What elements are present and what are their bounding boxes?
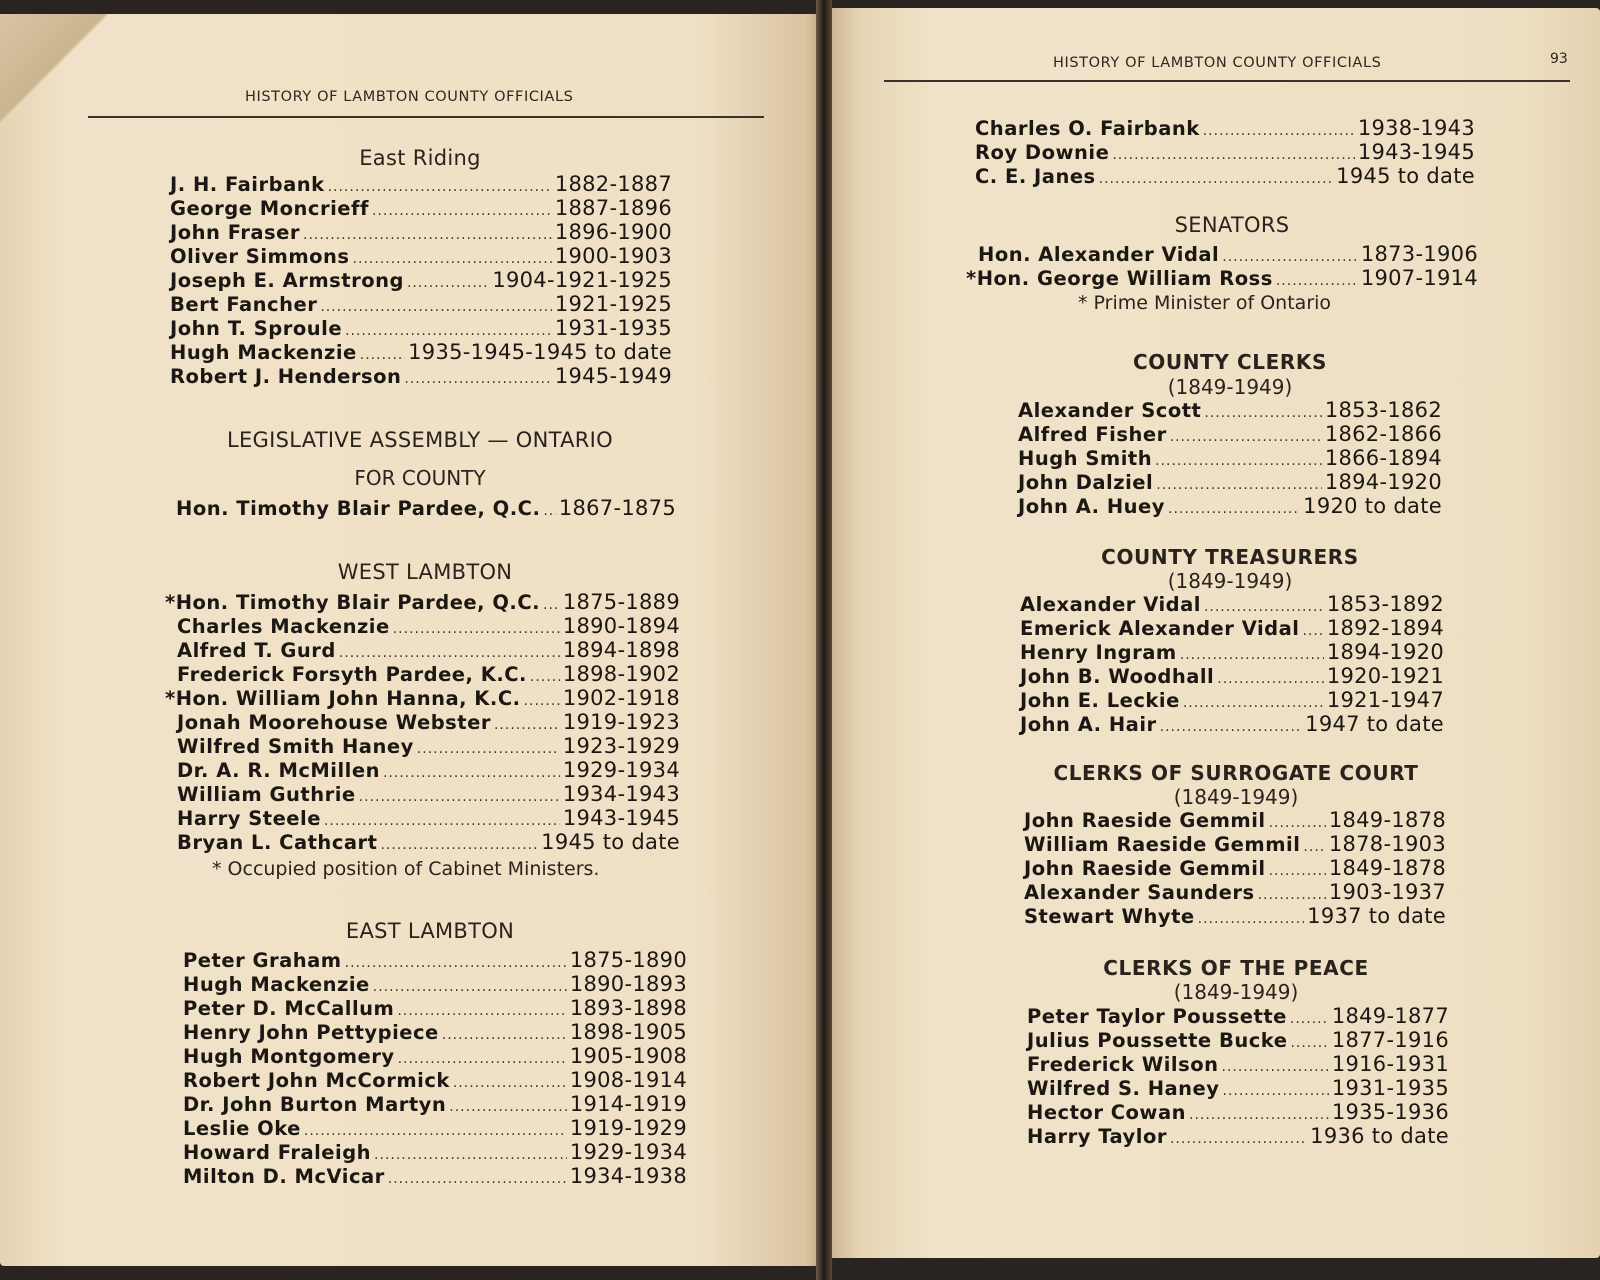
list-item <box>1027 1076 1449 1100</box>
list-item <box>183 996 687 1020</box>
list-item <box>1024 880 1446 904</box>
list-item <box>176 496 676 520</box>
entry-years: 1943-1945 <box>1357 140 1475 164</box>
leader-dots <box>1099 167 1334 191</box>
entry-name: Jonah Moorehouse Webster <box>177 711 491 734</box>
entry-years: 1936 to date <box>1310 1124 1449 1148</box>
entry-name: Dr. John Burton Martyn <box>183 1093 447 1116</box>
entry-years: 1931-1935 <box>554 316 672 340</box>
entry-name: Peter D. McCallum <box>183 997 395 1020</box>
list-item <box>1027 1100 1449 1124</box>
senators-list <box>966 242 1478 290</box>
list-item <box>165 830 680 854</box>
entry-name: William Guthrie <box>177 783 356 806</box>
entry-years: 1866-1894 <box>1324 446 1442 470</box>
book-gutter <box>816 0 832 1280</box>
leader-dots <box>1221 1055 1328 1079</box>
entry-years: 1849-1878 <box>1328 808 1446 832</box>
list-item <box>170 268 672 292</box>
list-item <box>165 806 680 830</box>
entry-name: Hugh Mackenzie <box>170 341 357 364</box>
list-item <box>1024 904 1446 928</box>
entry-years: 1907-1914 <box>1360 266 1478 290</box>
list-item <box>966 266 1478 290</box>
list-item <box>1018 446 1442 470</box>
list-item <box>1027 1028 1449 1052</box>
leader-dots <box>1269 811 1326 835</box>
list-item <box>165 710 680 734</box>
right-header-rule <box>884 80 1570 82</box>
entry-name: Bryan L. Cathcart <box>177 831 378 854</box>
list-item <box>183 1044 687 1068</box>
entry-name: John Fraser <box>170 221 301 244</box>
list-item <box>975 164 1475 188</box>
entry-name: Henry John Pettypiece <box>183 1021 439 1044</box>
leader-dots <box>328 175 552 199</box>
leader-dots <box>1269 859 1326 883</box>
entry-years: 1908-1914 <box>569 1068 687 1092</box>
entry-years: 1887-1896 <box>554 196 672 220</box>
leader-dots <box>407 271 489 295</box>
left-header-rule <box>88 116 764 118</box>
entry-years: 1903-1937 <box>1328 880 1446 904</box>
section-subheading-years: (1849-1949) <box>1167 375 1293 399</box>
footnote-prime-minister: * Prime Minister of Ontario <box>1078 292 1332 314</box>
section-heading-senators: SENATORS <box>1174 213 1290 237</box>
leader-dots <box>324 809 560 833</box>
entry-name: Charles Mackenzie <box>177 615 390 638</box>
entry-years: 1935-1945-1945 to date <box>408 340 672 364</box>
entry-name: John A. Hair <box>1020 713 1157 736</box>
entry-years: 1862-1866 <box>1324 422 1442 446</box>
list-item <box>1020 688 1444 712</box>
entry-years: 1894-1920 <box>1326 640 1444 664</box>
leader-dots <box>1198 907 1305 931</box>
section-subheading-years: (1849-1949) <box>1173 980 1299 1004</box>
entry-years: 1878-1903 <box>1328 832 1446 856</box>
list-item <box>1024 856 1446 880</box>
entry-name: Wilfred S. Haney <box>1027 1077 1220 1100</box>
leader-dots <box>388 1167 567 1191</box>
entry-name: Alfred Fisher <box>1018 423 1167 446</box>
leader-dots <box>1203 119 1355 143</box>
entry-years: 1867-1875 <box>558 496 676 520</box>
entry-name: Robert J. Henderson <box>170 365 402 388</box>
leader-dots <box>397 999 566 1023</box>
leader-dots <box>449 1095 567 1119</box>
leader-dots <box>1168 497 1300 521</box>
list-item <box>1027 1052 1449 1076</box>
list-item <box>165 686 680 710</box>
entry-name: George Moncrieff <box>170 197 369 220</box>
list-item <box>170 172 672 196</box>
entry-name: Howard Fraleigh <box>183 1141 372 1164</box>
list-item <box>183 1164 687 1188</box>
leader-dots <box>524 689 560 713</box>
leader-dots <box>530 665 560 689</box>
leader-dots <box>398 1047 567 1071</box>
entry-name: Alfred T. Gurd <box>177 639 336 662</box>
folded-corner <box>0 14 110 124</box>
entry-name: John Raeside Gemmil <box>1024 809 1266 832</box>
entry-name: Oliver Simmons <box>170 245 350 268</box>
leader-dots <box>393 617 560 641</box>
entry-years: 1923-1929 <box>562 734 680 758</box>
list-item <box>1018 470 1442 494</box>
leader-dots <box>1223 1079 1329 1103</box>
section-heading-county-treasurers: COUNTY TREASURERS <box>1101 545 1359 569</box>
entry-years: 1894-1898 <box>562 638 680 662</box>
entry-name: John E. Leckie <box>1020 689 1180 712</box>
list-item <box>165 758 680 782</box>
entry-years: 1875-1890 <box>569 948 687 972</box>
east-riding-list <box>170 172 672 388</box>
leader-dots <box>404 367 551 391</box>
leader-dots <box>320 295 552 319</box>
leader-dots <box>339 641 560 665</box>
list-item <box>1018 398 1442 422</box>
entry-years: 1943-1945 <box>562 806 680 830</box>
leader-dots <box>494 713 560 737</box>
entry-years: 1945-1949 <box>554 364 672 388</box>
entry-years: 1920 to date <box>1303 494 1442 518</box>
right-running-head: HISTORY OF LAMBTON COUNTY OFFICIALS <box>1053 55 1382 71</box>
list-item <box>183 1068 687 1092</box>
leader-dots <box>1222 245 1358 269</box>
leader-dots <box>1189 1103 1329 1127</box>
entry-years: 1877-1916 <box>1331 1028 1449 1052</box>
entry-years: 1873-1906 <box>1360 242 1478 266</box>
leader-dots <box>1204 595 1324 619</box>
section-heading-county-clerks: COUNTY CLERKS <box>1133 350 1327 374</box>
list-item <box>165 782 680 806</box>
entry-name: John Raeside Gemmil <box>1024 857 1266 880</box>
entry-name: Hector Cowan <box>1027 1101 1186 1124</box>
entry-years: 1921-1947 <box>1326 688 1444 712</box>
list-item <box>975 116 1475 140</box>
list-item <box>1024 808 1446 832</box>
list-item <box>183 1116 687 1140</box>
list-item <box>170 340 672 364</box>
section-subheading-for-county: FOR COUNTY <box>354 466 486 490</box>
entry-name: Alexander Scott <box>1018 399 1202 422</box>
list-item <box>1018 494 1442 518</box>
entry-years: 1931-1935 <box>1331 1076 1449 1100</box>
entry-name: Bert Fancher <box>170 293 318 316</box>
entry-years: 1904-1921-1925 <box>492 268 672 292</box>
leader-dots <box>303 223 552 247</box>
entry-years: 1853-1862 <box>1324 398 1442 422</box>
entry-years: 1875-1889 <box>562 590 680 614</box>
leader-dots <box>1204 401 1321 425</box>
entry-years: 1882-1887 <box>554 172 672 196</box>
section-heading-legislative-assembly: LEGISLATIVE ASSEMBLY — ONTARIO <box>226 428 614 452</box>
leader-dots <box>543 593 560 617</box>
leader-dots <box>383 761 560 785</box>
entry-name: Roy Downie <box>975 141 1110 164</box>
entry-years: 1945 to date <box>1336 164 1475 188</box>
list-item <box>170 364 672 388</box>
entry-name: Hugh Mackenzie <box>183 973 370 996</box>
list-item <box>165 590 680 614</box>
leader-dots <box>1183 691 1324 715</box>
entry-name: Hon. Alexander Vidal <box>978 243 1220 266</box>
leader-dots <box>1303 835 1325 859</box>
entry-years: 1935-1936 <box>1331 1100 1449 1124</box>
county-clerks-list <box>1018 398 1442 518</box>
entry-name: Milton D. McVicar <box>183 1165 385 1188</box>
list-item <box>1018 422 1442 446</box>
leader-dots <box>1170 1127 1307 1151</box>
leader-dots <box>1170 425 1322 449</box>
entry-name: Frederick Forsyth Pardee, K.C. <box>177 663 527 686</box>
list-item <box>183 972 687 996</box>
section-heading-east-lambton: EAST LAMBTON <box>345 919 515 943</box>
footnote-cabinet-ministers: * Occupied position of Cabinet Ministers. <box>212 858 600 880</box>
entry-name: *Hon. William John Hanna, K.C. <box>165 687 521 710</box>
entry-years: 1890-1894 <box>562 614 680 638</box>
entry-name: Hon. Timothy Blair Pardee, Q.C. <box>176 497 541 520</box>
entry-name: Robert John McCormick <box>183 1069 450 1092</box>
entry-years: 1905-1908 <box>569 1044 687 1068</box>
entry-name: Leslie Oke <box>183 1117 301 1140</box>
list-item <box>1020 712 1444 736</box>
entry-name: Alexander Vidal <box>1020 593 1201 616</box>
leader-dots <box>1160 715 1303 739</box>
leader-dots <box>373 975 567 999</box>
entry-name: John Dalziel <box>1018 471 1154 494</box>
leader-dots <box>380 833 538 857</box>
leader-dots <box>360 343 405 367</box>
continued-east-lambton-list <box>975 116 1475 188</box>
leader-dots <box>374 1143 567 1167</box>
entry-years: 1938-1943 <box>1357 116 1475 140</box>
section-heading-clerks-surrogate-court: CLERKS OF SURROGATE COURT <box>1053 761 1419 785</box>
entry-name: Charles O. Fairbank <box>975 117 1200 140</box>
entry-name: C. E. Janes <box>975 165 1096 188</box>
entry-years: 1894-1920 <box>1324 470 1442 494</box>
entry-name: John B. Woodhall <box>1020 665 1215 688</box>
list-item <box>975 140 1475 164</box>
list-item <box>165 614 680 638</box>
entry-name: Stewart Whyte <box>1024 905 1195 928</box>
entry-years: 1914-1919 <box>569 1092 687 1116</box>
clerks-of-the-peace-list <box>1027 1004 1449 1148</box>
section-heading-clerks-of-the-peace: CLERKS OF THE PEACE <box>1103 956 1369 980</box>
entry-years: 1929-1934 <box>569 1140 687 1164</box>
entry-years: 1898-1902 <box>562 662 680 686</box>
entry-name: Frederick Wilson <box>1027 1053 1219 1076</box>
leader-dots <box>417 737 560 761</box>
list-item <box>1024 832 1446 856</box>
entry-years: 1890-1893 <box>569 972 687 996</box>
entry-name: *Hon. George William Ross <box>966 267 1273 290</box>
east-lambton-list <box>183 948 687 1188</box>
leader-dots <box>442 1023 567 1047</box>
entry-name: Emerick Alexander Vidal <box>1020 617 1300 640</box>
list-item <box>183 1140 687 1164</box>
leader-dots <box>1276 269 1358 293</box>
left-running-head: HISTORY OF LAMBTON COUNTY OFFICIALS <box>245 89 574 105</box>
entry-years: 1934-1943 <box>562 782 680 806</box>
entry-years: 1893-1898 <box>569 996 687 1020</box>
leader-dots <box>1217 667 1324 691</box>
entry-years: 1947 to date <box>1305 712 1444 736</box>
leader-dots <box>1112 143 1355 167</box>
entry-years: 1919-1929 <box>569 1116 687 1140</box>
section-subheading-years: (1849-1949) <box>1167 569 1293 593</box>
list-item <box>170 292 672 316</box>
legislative-assembly-list <box>176 496 676 520</box>
section-heading-east-riding: East Riding <box>359 146 481 170</box>
entry-name: Julius Poussette Bucke <box>1027 1029 1288 1052</box>
entry-years: 1920-1921 <box>1326 664 1444 688</box>
list-item <box>170 220 672 244</box>
list-item <box>165 734 680 758</box>
list-item <box>966 242 1478 266</box>
list-item <box>170 196 672 220</box>
entry-name: John A. Huey <box>1018 495 1165 518</box>
leader-dots <box>1180 643 1324 667</box>
entry-years: 1937 to date <box>1307 904 1446 928</box>
entry-years: 1849-1878 <box>1328 856 1446 880</box>
entry-name: Joseph E. Armstrong <box>170 269 404 292</box>
list-item <box>165 638 680 662</box>
list-item <box>1020 616 1444 640</box>
entry-years: 1896-1900 <box>554 220 672 244</box>
list-item <box>170 316 672 340</box>
entry-years: 1921-1925 <box>554 292 672 316</box>
leader-dots <box>453 1071 567 1095</box>
leader-dots <box>1156 473 1322 497</box>
list-item <box>1027 1004 1449 1028</box>
leader-dots <box>1290 1007 1329 1031</box>
entry-name: Dr. A. R. McMillen <box>177 759 380 782</box>
list-item <box>1020 592 1444 616</box>
list-item <box>1027 1124 1449 1148</box>
leader-dots <box>372 199 552 223</box>
entry-name: Peter Graham <box>183 949 342 972</box>
entry-years: 1849-1877 <box>1331 1004 1449 1028</box>
clerks-surrogate-court-list <box>1024 808 1446 928</box>
list-item <box>1020 640 1444 664</box>
entry-name: Wilfred Smith Haney <box>177 735 414 758</box>
entry-years: 1919-1923 <box>562 710 680 734</box>
list-item <box>183 948 687 972</box>
entry-years: 1900-1903 <box>554 244 672 268</box>
section-heading-west-lambton: WEST LAMBTON <box>337 560 513 584</box>
entry-name: Henry Ingram <box>1020 641 1177 664</box>
page-number: 93 <box>1550 51 1568 67</box>
entry-years: 1853-1892 <box>1326 592 1444 616</box>
entry-name: *Hon. Timothy Blair Pardee, Q.C. <box>165 591 541 614</box>
list-item <box>183 1020 687 1044</box>
leader-dots <box>543 499 555 523</box>
entry-name: John T. Sproule <box>170 317 343 340</box>
entry-name: Hugh Smith <box>1018 447 1153 470</box>
entry-years: 1902-1918 <box>562 686 680 710</box>
west-lambton-list <box>165 590 680 854</box>
entry-years: 1916-1931 <box>1331 1052 1449 1076</box>
leader-dots <box>1155 449 1322 473</box>
entry-name: William Raeside Gemmil <box>1024 833 1301 856</box>
leader-dots <box>1302 619 1323 643</box>
leader-dots <box>345 951 567 975</box>
entry-years: 1945 to date <box>541 830 680 854</box>
list-item <box>1020 664 1444 688</box>
entry-years: 1892-1894 <box>1326 616 1444 640</box>
entry-name: Harry Taylor <box>1027 1125 1167 1148</box>
entry-name: Peter Taylor Poussette <box>1027 1005 1287 1028</box>
entry-years: 1934-1938 <box>569 1164 687 1188</box>
leader-dots <box>304 1119 567 1143</box>
section-subheading-years: (1849-1949) <box>1173 785 1299 809</box>
list-item <box>183 1092 687 1116</box>
list-item <box>170 244 672 268</box>
leader-dots <box>359 785 560 809</box>
entry-name: Hugh Montgomery <box>183 1045 395 1068</box>
entry-name: Harry Steele <box>177 807 321 830</box>
entry-years: 1929-1934 <box>562 758 680 782</box>
entry-name: J. H. Fairbank <box>170 173 325 196</box>
leader-dots <box>1290 1031 1328 1055</box>
entry-name: Alexander Saunders <box>1024 881 1255 904</box>
list-item <box>165 662 680 686</box>
county-treasurers-list <box>1020 592 1444 736</box>
entry-years: 1898-1905 <box>569 1020 687 1044</box>
